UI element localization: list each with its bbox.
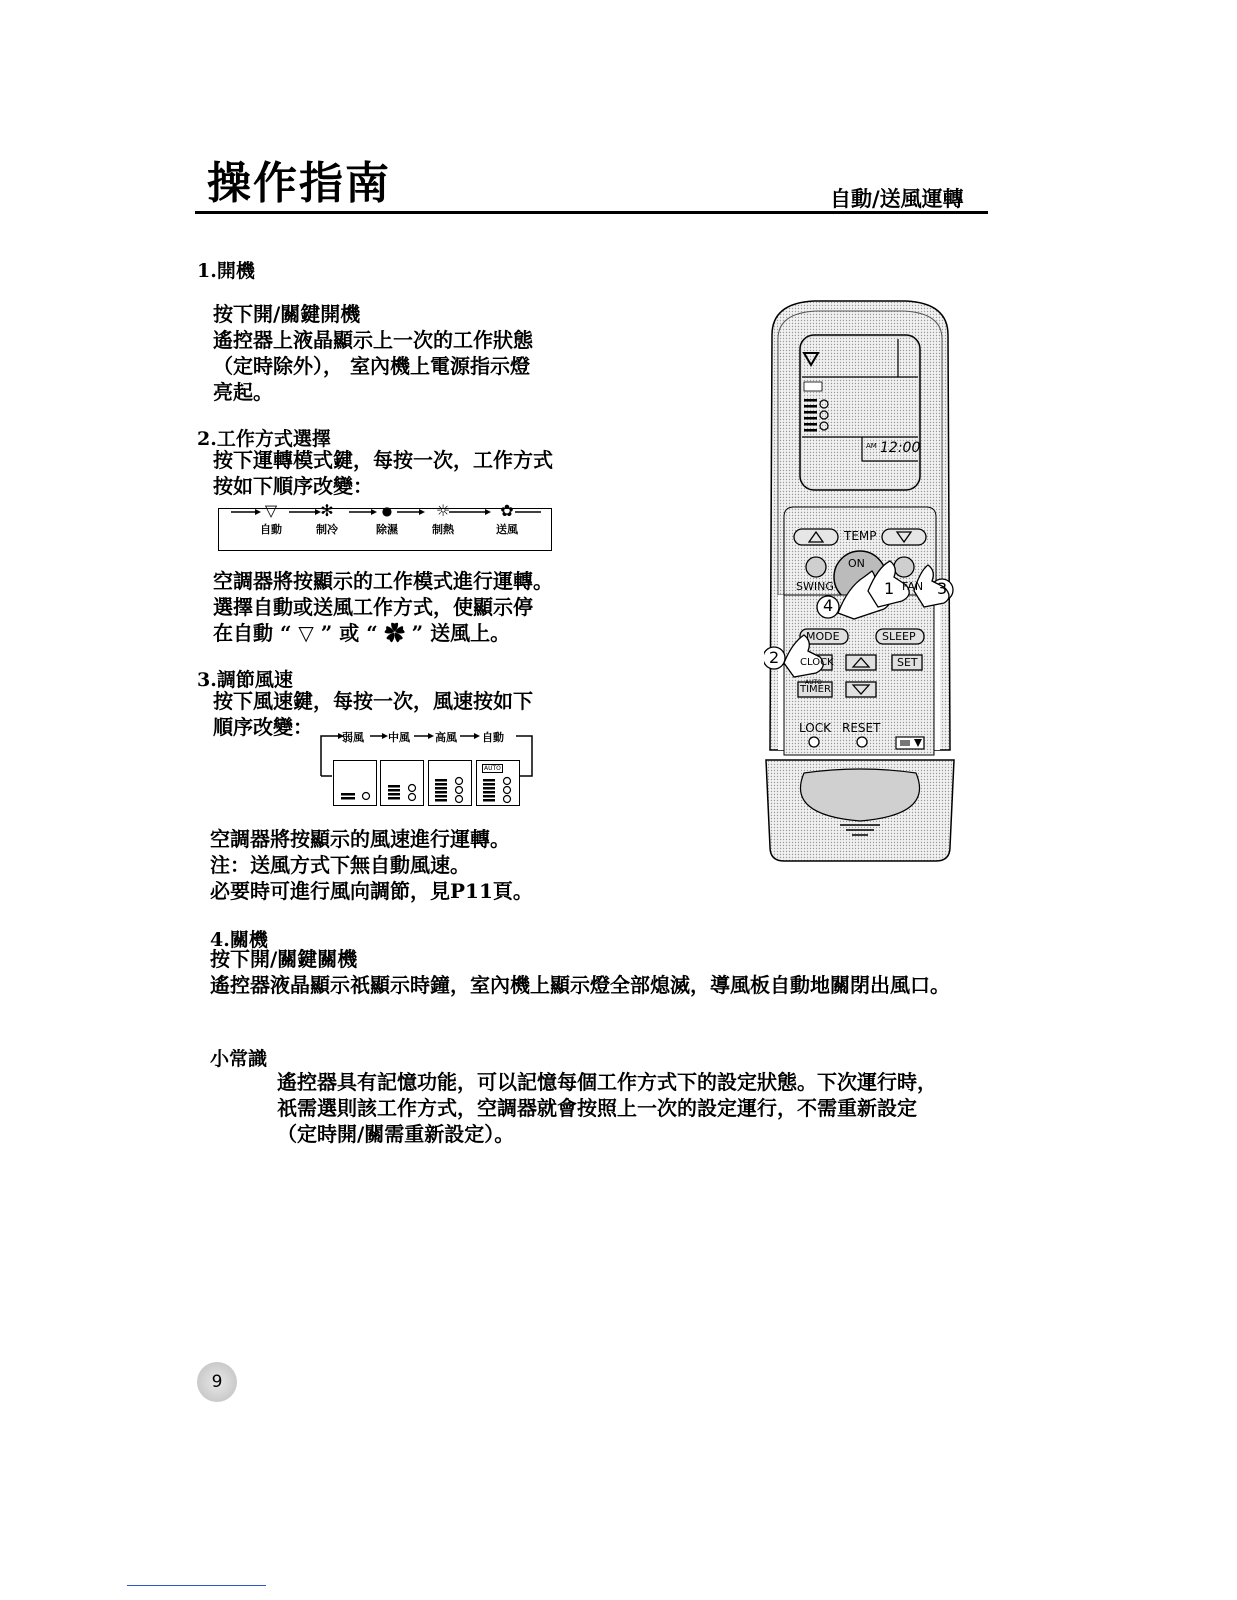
section2-heading: 2.工作方式選擇 [197,428,331,450]
mode-sequence-diagram [218,501,552,551]
callout-3: 3 [937,579,948,598]
lcd-auto-label: AUTO [805,679,822,686]
lcd-am-label: AM [866,442,877,450]
text-line: 選擇自動或送風工作方式，使顯示停 [213,595,533,619]
section-subtitle: 自動/送風運轉 [830,186,964,211]
section2-body [213,447,553,499]
fan-button[interactable]: FAN [902,580,924,593]
text-line: 遙控器上液晶顯示上一次的工作狀態 [213,328,533,352]
section1-body [213,301,533,405]
text-line: 必要時可進行風向調節，見P11頁。 [210,879,533,903]
header-divider [195,211,988,214]
callout-1: 1 [884,579,895,598]
text-line: 按下風速鍵，每按一次，風速按如下 [213,689,533,713]
cool-icon: ✻ [320,501,334,520]
speed-auto-label: 自動 [482,731,504,744]
sleep-button[interactable]: SLEEP [882,630,916,643]
speed-mid-label: 中風 [388,731,410,744]
mode-item-fan: ✿ 送風 [477,503,537,537]
text-line: 空調器將按顯示的工作模式進行運轉。 [213,569,553,593]
mode-item-auto: ▽ 自動 [241,503,301,537]
lcd-speed-auto [476,760,520,806]
text-line: （定時開/關需重新設定）。 [277,1122,515,1146]
text-line: （定時除外）， 室內機上電源指示燈 [213,354,530,378]
page-title: 操作指南 [207,158,391,209]
lock-button[interactable]: LOCK [799,721,831,735]
clock-button[interactable]: CLOCK [800,657,834,668]
section4-body [210,946,950,998]
text-line: 亮起。 [213,380,273,404]
reset-button[interactable]: RESET [842,721,881,735]
lcd-speed-mid [380,760,424,806]
text-line: 祇需選則該工作方式，空調器就會按照上一次的設定運行，不需重新設定 [277,1096,917,1120]
section3-after [210,826,533,904]
on-off-button[interactable]: ON [848,557,865,570]
text-line: 按如下順序改變： [213,474,373,498]
speed-bars-mid-icon [381,761,423,805]
remote-control-illustration [764,295,956,865]
mode-item-dry: ● 除濕 [357,503,417,537]
section3-heading: 3.調節風速 [197,669,293,691]
speed-low-label: 弱風 [342,731,364,744]
text-line: 按下開/關鍵關機 [210,947,358,971]
text-line: 遙控器具有記憶功能，可以記憶每個工作方式下的設定狀態。下次運行時， [277,1070,937,1094]
mode-item-cool: ✻ 制冷 [297,503,357,537]
lcd-speed-high [428,760,472,806]
lcd-time: 12:00 [880,440,921,456]
text-line: 順序改變： [213,715,313,739]
timer-button[interactable]: TIMER [800,684,831,695]
text-line: 空調器將按顯示的風速進行運轉。 [210,827,510,851]
callout-4: 4 [823,596,834,615]
tips-body [277,1069,937,1147]
auto-tag: AUTO [484,765,501,772]
lcd-speed-low [333,760,377,806]
text-line: 遙控器液晶顯示祇顯示時鐘，室內機上顯示燈全部熄滅，導風板自動地關閉出風口。 [210,973,950,997]
auto-icon: ▽ [264,501,278,520]
footer-underline [127,1585,266,1586]
callout-2: 2 [769,648,780,667]
text-line: 按下運轉模式鍵，每按一次，工作方式 [213,448,553,472]
speed-high-label: 高風 [435,731,457,744]
set-button[interactable]: SET [897,656,918,669]
heat-icon: ☼ [435,501,451,520]
swing-button[interactable]: SWING [796,580,834,593]
section1-heading: 1.開機 [197,260,255,282]
fan-icon: ✿ [500,501,514,520]
text-line: 注：送風方式下無自動風速。 [210,853,470,877]
text-line: 按下開/關鍵開機 [213,302,361,326]
temp-label: TEMP [844,529,877,543]
mode-item-heat: ☼ 制熱 [413,503,473,537]
page-number: 9 [197,1362,237,1402]
speed-bars-low-icon [334,761,376,805]
section4-heading: 4.關機 [210,929,268,951]
tips-heading: 小常識 [210,1048,268,1070]
mode-button[interactable]: MODE [806,630,840,643]
speed-bars-high-icon [429,761,471,805]
dry-icon: ● [381,504,393,518]
text-line: 在自動 “ ▽ ” 或 “ ✿ ” 送風上。 [213,621,511,645]
remote-body [764,295,956,865]
section2-after [213,568,553,646]
